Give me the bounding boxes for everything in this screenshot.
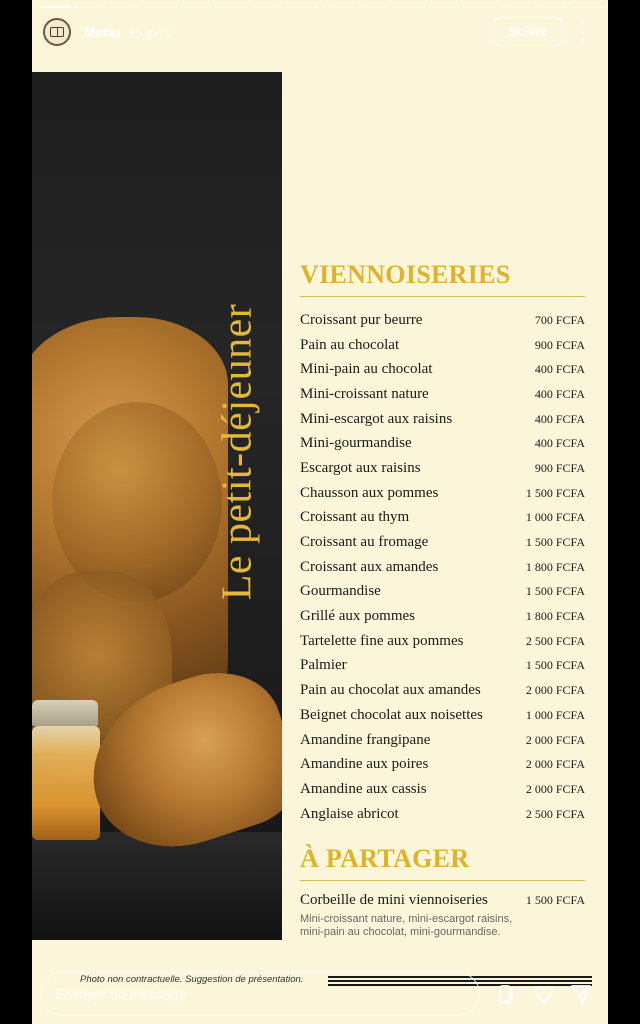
list-item bbox=[300, 678, 585, 703]
item-price: 1 500 FCFA bbox=[525, 485, 585, 500]
item-price: 700 FCFA bbox=[534, 312, 585, 327]
item-name: Amandine aux poires bbox=[300, 756, 429, 773]
progress-segment bbox=[428, 6, 460, 8]
section-divider bbox=[300, 296, 585, 297]
item-name: Chausson aux pommes bbox=[300, 484, 439, 501]
item-price: 1 500 FCFA bbox=[525, 584, 585, 599]
list-item bbox=[300, 802, 585, 827]
item-name: Croissant pur beurre bbox=[300, 311, 423, 328]
progress-segment bbox=[144, 6, 176, 8]
share-icon[interactable] bbox=[494, 982, 518, 1006]
list-item bbox=[300, 308, 585, 333]
progress-segment bbox=[463, 6, 495, 8]
heart-icon[interactable] bbox=[532, 982, 556, 1006]
item-price: 2 000 FCFA bbox=[525, 781, 585, 796]
list-item bbox=[300, 506, 585, 531]
list-item bbox=[300, 892, 585, 909]
item-price: 2 000 FCFA bbox=[525, 732, 585, 747]
list-item bbox=[300, 357, 585, 382]
item-price: 2 000 FCFA bbox=[525, 757, 585, 772]
item-price: 1 000 FCFA bbox=[525, 707, 585, 722]
story-frame bbox=[32, 0, 608, 1024]
progress-segment bbox=[534, 6, 566, 8]
more-vertical-icon[interactable] bbox=[578, 22, 586, 42]
item-name: Croissant aux amandes bbox=[300, 558, 439, 575]
item-price: 1 000 FCFA bbox=[525, 510, 585, 525]
item-name: Escargot aux raisins bbox=[300, 459, 421, 476]
item-name: Pain au chocolat aux amandes bbox=[300, 682, 481, 699]
item-name: Mini-croissant nature bbox=[300, 385, 429, 402]
item-name: Beignet chocolat aux noisettes bbox=[300, 706, 483, 723]
list-item bbox=[300, 333, 585, 358]
section-divider bbox=[300, 880, 585, 881]
progress-segment bbox=[73, 6, 105, 8]
progress-segment bbox=[286, 6, 318, 8]
vertical-title: Le petit-déjeuner bbox=[214, 303, 261, 601]
list-item bbox=[300, 703, 585, 728]
item-name: Amandine frangipane bbox=[300, 731, 431, 748]
section-title-a-partager: À PARTAGER bbox=[300, 844, 470, 873]
follow-button[interactable]: Suivre bbox=[493, 17, 563, 46]
list-item bbox=[300, 407, 585, 432]
progress-segment bbox=[322, 6, 354, 8]
list-item bbox=[300, 382, 585, 407]
progress-segment bbox=[109, 6, 141, 8]
item-name: Anglaise abricot bbox=[300, 805, 399, 822]
reply-input[interactable] bbox=[40, 972, 480, 1016]
item-description: Mini-croissant nature, mini-escargot raisins, mini-pain au chocolat, mini-gourmandise. bbox=[300, 913, 513, 938]
list-item bbox=[300, 777, 585, 802]
progress-segment bbox=[357, 6, 389, 8]
item-name: Amandine aux cassis bbox=[300, 780, 427, 797]
progress-segment bbox=[392, 6, 424, 8]
item-price: 1 800 FCFA bbox=[525, 609, 585, 624]
item-name: Grillé aux pommes bbox=[300, 608, 415, 625]
item-price: 400 FCFA bbox=[534, 386, 585, 401]
item-name: Pain au chocolat bbox=[300, 336, 400, 353]
list-item bbox=[300, 654, 585, 679]
item-name: Mini-gourmandise bbox=[300, 435, 412, 452]
item-name: Croissant au thym bbox=[300, 509, 410, 526]
disclaimer: Photo non contractuelle. Suggestion de présentation. bbox=[80, 974, 304, 985]
item-price: 900 FCFA bbox=[534, 460, 585, 475]
progress-segment bbox=[38, 6, 70, 8]
share-item bbox=[300, 892, 585, 939]
list-item bbox=[300, 728, 585, 753]
item-price: 400 FCFA bbox=[534, 411, 585, 426]
item-price: 2 500 FCFA bbox=[525, 806, 585, 821]
item-price: 400 FCFA bbox=[534, 436, 585, 451]
item-name: Corbeille de mini viennoiseries bbox=[300, 892, 488, 908]
item-price: 900 FCFA bbox=[534, 337, 585, 352]
list-item bbox=[300, 481, 585, 506]
list-item bbox=[300, 431, 585, 456]
progress-segment bbox=[570, 6, 602, 8]
progress-segment bbox=[251, 6, 283, 8]
progress-segment bbox=[499, 6, 531, 8]
jar-lid bbox=[32, 700, 98, 726]
item-name: Gourmandise bbox=[300, 583, 381, 600]
story-progress-bar bbox=[38, 6, 602, 9]
avatar[interactable] bbox=[43, 18, 71, 46]
item-price: 400 FCFA bbox=[534, 362, 585, 377]
honey-jar bbox=[32, 726, 100, 840]
product-photo bbox=[32, 72, 282, 940]
viennoiseries-list bbox=[300, 308, 585, 826]
item-price: 2 000 FCFA bbox=[525, 683, 585, 698]
item-name: Croissant au fromage bbox=[300, 534, 429, 551]
list-item bbox=[300, 555, 585, 580]
item-price: 1 500 FCFA bbox=[525, 658, 585, 673]
list-item bbox=[300, 752, 585, 777]
item-price: 2 500 FCFA bbox=[525, 633, 585, 648]
list-item bbox=[300, 530, 585, 555]
progress-segment bbox=[215, 6, 247, 8]
book-logo-icon bbox=[50, 27, 64, 37]
slate-board bbox=[32, 832, 282, 940]
list-item bbox=[300, 580, 585, 605]
username[interactable]: Menu bbox=[84, 24, 121, 40]
item-name: Mini-pain au chocolat bbox=[300, 361, 433, 378]
list-item bbox=[300, 604, 585, 629]
list-item bbox=[300, 456, 585, 481]
item-price: 1 500 FCFA bbox=[525, 893, 585, 907]
item-name: Mini-escargot aux raisins bbox=[300, 410, 453, 427]
story-header bbox=[32, 12, 608, 56]
item-name: Tartelette fine aux pommes bbox=[300, 632, 464, 649]
item-name: Palmier bbox=[300, 657, 347, 674]
section-title-viennoiseries: VIENNOISERIES bbox=[300, 260, 511, 289]
story-timestamp: 15 avril bbox=[128, 25, 170, 40]
send-icon[interactable] bbox=[569, 982, 593, 1006]
item-price: 1 500 FCFA bbox=[525, 535, 585, 550]
item-price: 1 800 FCFA bbox=[525, 559, 585, 574]
progress-segment bbox=[180, 6, 212, 8]
list-item bbox=[300, 629, 585, 654]
